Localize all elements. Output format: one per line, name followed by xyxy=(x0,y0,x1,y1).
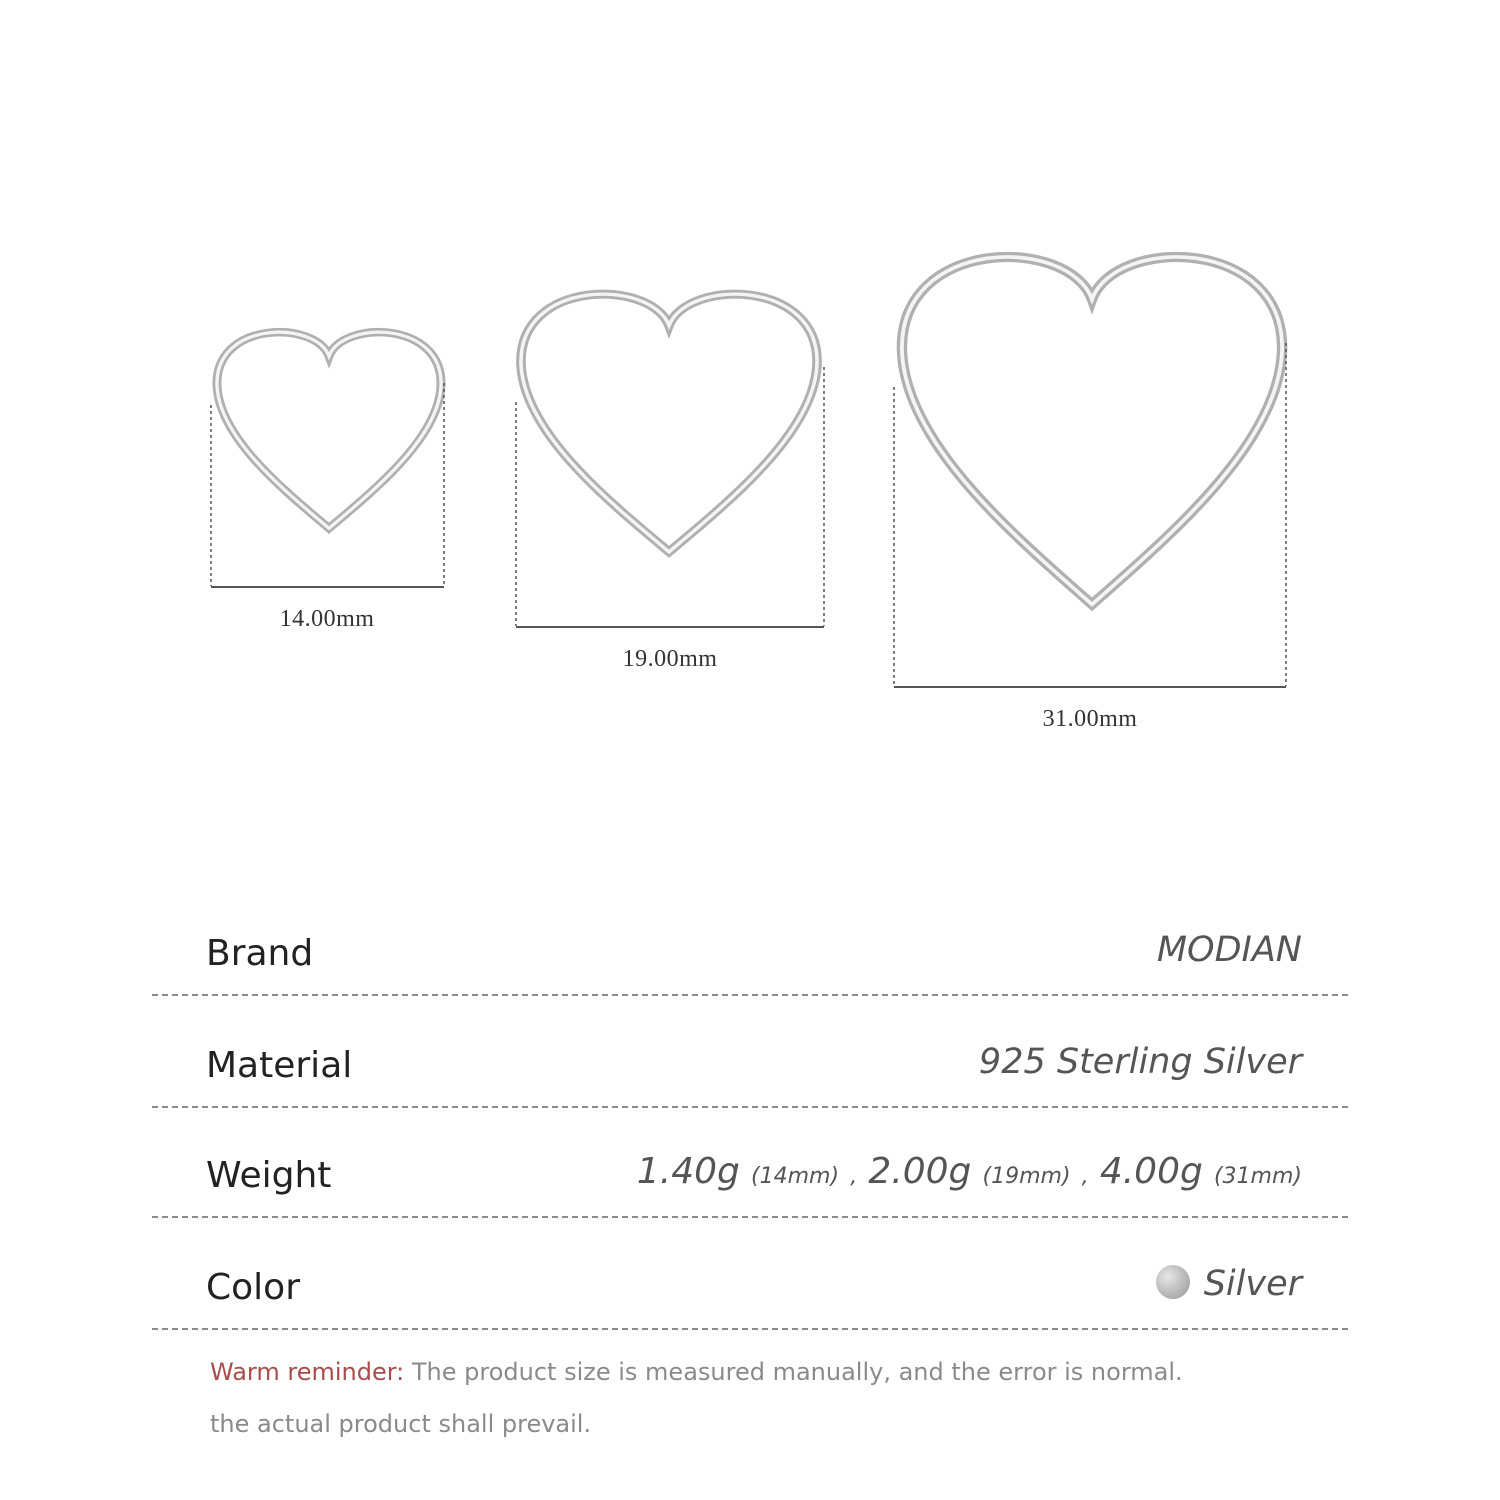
weight-value-14mm: 1.40g xyxy=(636,1151,740,1192)
dimension-label-small: 14.00mm xyxy=(279,606,375,632)
measure-bracket-medium xyxy=(516,367,824,627)
weight-separator: , xyxy=(850,1164,858,1189)
dimension-label-medium: 19.00mm xyxy=(622,646,718,672)
spec-value-material: 925 Sterling Silver xyxy=(978,1042,1302,1082)
color-value-text: Silver xyxy=(1203,1264,1302,1304)
dimension-label-large: 31.00mm xyxy=(1042,706,1138,732)
heart-earring-medium xyxy=(521,294,817,552)
spec-label-color: Color xyxy=(206,1267,300,1308)
spec-row-weight xyxy=(152,1106,1348,1218)
spec-value-brand: MODIAN xyxy=(1156,930,1302,970)
weight-separator: , xyxy=(1081,1164,1089,1189)
measure-bracket-small xyxy=(211,383,444,587)
spec-value-weight xyxy=(637,1151,1302,1192)
reminder-line-1 xyxy=(210,1358,1183,1386)
weight-size-14mm: (14mm) xyxy=(751,1164,840,1189)
weight-value-19mm: 2.00g xyxy=(868,1151,972,1192)
spec-value-color xyxy=(1156,1264,1302,1304)
reminder-text-1: The product size is measured manually, and the error is normal. xyxy=(404,1358,1183,1386)
heart-earring-small xyxy=(217,332,441,528)
weight-size-19mm: (19mm) xyxy=(982,1164,1071,1189)
reminder-prefix: Warm reminder: xyxy=(210,1358,405,1386)
spec-label-weight: Weight xyxy=(206,1155,332,1196)
weight-value-31mm: 4.00g xyxy=(1099,1151,1203,1192)
spec-row-material xyxy=(152,996,1348,1108)
spec-row-brand xyxy=(152,884,1348,996)
measure-bracket-large xyxy=(894,343,1286,687)
spec-label-material: Material xyxy=(206,1045,353,1086)
spec-row-color xyxy=(152,1218,1348,1330)
reminder-line-2: the actual product shall prevail. xyxy=(210,1410,592,1438)
spec-label-brand: Brand xyxy=(206,933,314,974)
color-swatch-icon xyxy=(1156,1265,1190,1299)
weight-size-31mm: (31mm) xyxy=(1213,1164,1302,1189)
heart-earring-large xyxy=(902,257,1282,604)
